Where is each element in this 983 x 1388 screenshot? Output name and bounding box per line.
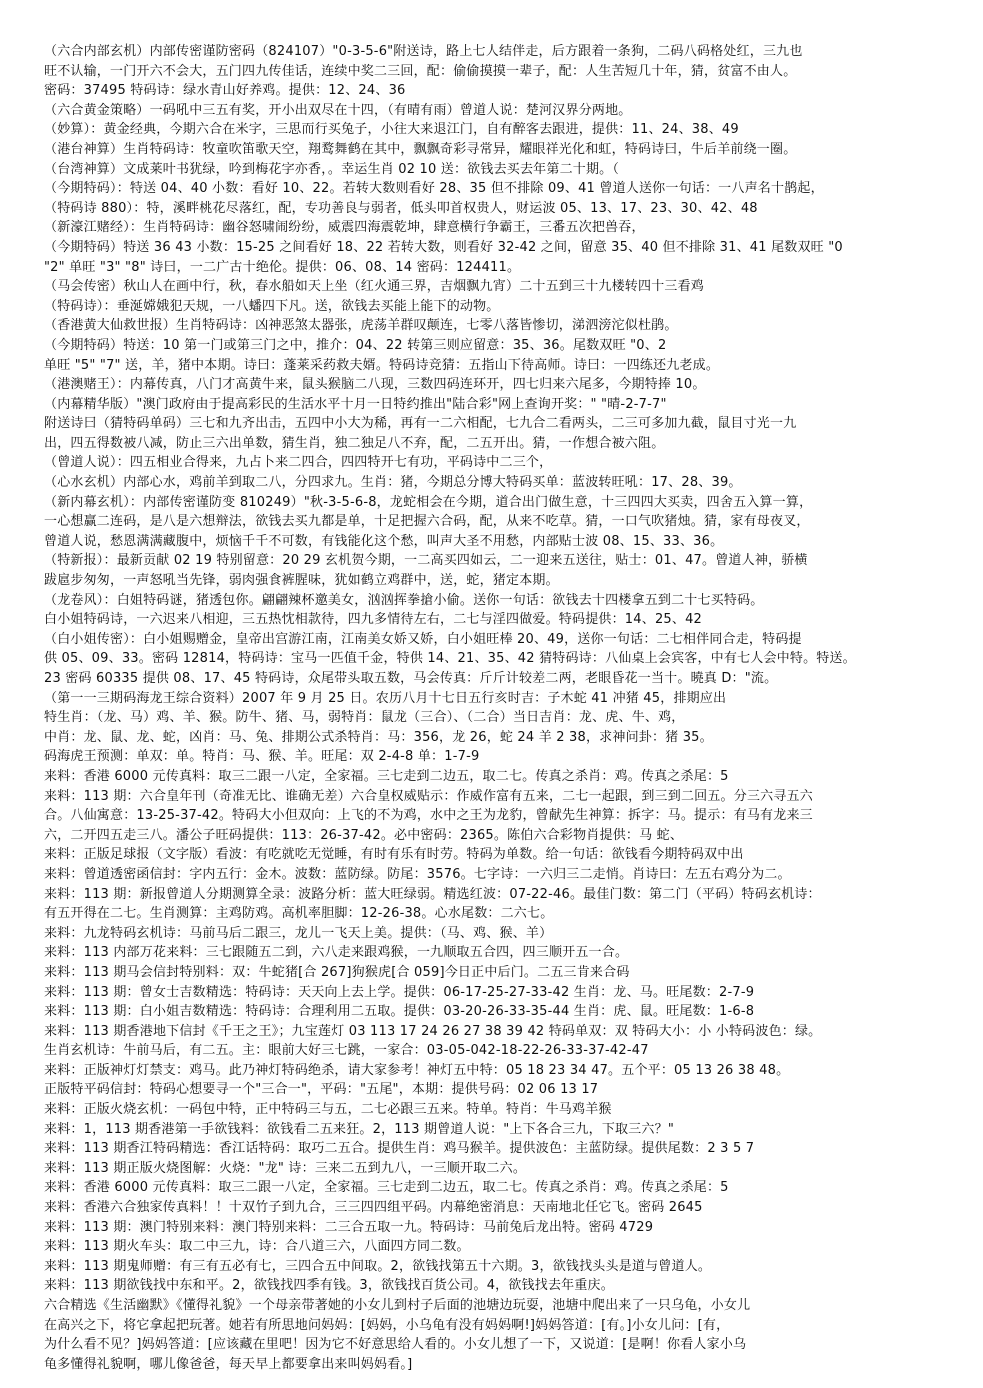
text-line: 来料：正版神灯灯禁支：鸡马。此乃神灯特码绝杀，请大家参考！神灯五中特：05 18 23 34 47。五个平：05 13 26 38 48。 [44,1062,790,1078]
text-line: （台湾神算）文成莱叶书犹绿，吟到梅花字亦香，。幸运生肖 02 10 送：欲钱去买去年第二十期。（ [44,161,620,177]
text-line: 中肖：龙、鼠、龙、蛇，凶肖：马、兔、排期公式杀特肖：马：356，龙 26，蛇 24 羊 2 38，求神问卦：猪 35。 [44,729,713,745]
text-line: （新内幕玄机）：内部传密谨防变 810249）"秋-3-5-6-8，龙蛇相会在今期，道合出门做生意，十三四四大买卖，四舍五入算一算， [44,494,813,510]
text-line: 特生肖：（龙、马）鸡、羊、猴。防牛、猪、马，弱特肖：鼠龙（三合）、（二合）当日吉肖：龙、虎、牛、鸡， [44,710,685,726]
text-line: 合。八仙寓意：13-25-37-42。特码大小但双向：上飞的不为鸡，水中之王为龙豹，曾献先生神算：拆字：马。提示：有马有龙来三 [44,808,813,824]
text-line: 来料：正版足球报（文字版）看波：有吃就吃无觉睡，有时有乐有时劳。特码为单数。给一句话：欲钱看今期特码双中出 [44,847,744,863]
text-line: 供 05、09、33。密码 12814，特码诗：宝马一匹值千金，特供 14、21、35、42 猜特码诗：八仙桌上会宾客，中有七人会中特。特送。 [44,651,856,667]
text-line: 码海虎王预测：单双：单。特肖：马、猴、羊。旺尾：双 2-4-8 单：1-7-9 [44,749,480,765]
text-line: （白小姐传密）：白小姐赐赠金，皇帝出宫游江南，江南美女娇又娇，白小姐旺棒 20、49，送你一句话：二七相伴同合走，特码提 [44,631,802,647]
text-line: （第一一三期码海龙王综合资料）2007 年 9 月 25 日。农历八月十七日五行亥时吉：子木蛇 41 冲猪 45，排期应出 [44,690,727,706]
text-line: （心水玄机）内部心水，鸡前羊到取二八，分四求九。生肖：猪，今期总分博大特码买单：蓝波转旺吼：17、28、39。 [44,475,742,491]
text-line: （今期特码）：特送 04、40 小数：看好 10、22。若转大数则看好 28、35 但不排除 09、41 曾道人送你一句话：一八声名十鹊起， [44,181,824,197]
text-line: （龙卷风）：白姐特码谜，猪透包你。翩翩辣杯邀美女，汹汹挥拳搶小偷。送你一句话：欲钱去十四楼拿五到二十七买特码。 [44,592,764,608]
text-line: （妙算）：黄金经典，今期六合在米字，三思而行买兔子，小往大来退江门，自有醉客去跟进，提供：11、24、38、49 [44,122,739,138]
text-line: 来料：香港六合独家传真料！！十双竹子到九合，三三四四组平码。内幕绝密消息：天南地北任它飞。密码 2645 [44,1200,703,1216]
text-line: （特新报）：最新贡献 02 19 特别留意：20 29 玄机贺今期，一二高买四如云，二一迎来五送往，贴士：01、47。曾道人神，骄横 [44,553,808,569]
text-line: 23 密码 60335 提供 08、17、45 特码诗，众尾带头取五数，马会传真：斤斤计较差二两，老眼昏花一当十。曉真 D："流。 [44,671,778,686]
text-line: 来料：113 期火车头：取二中三九，诗：合八道三六，八面四方同二数。 [44,1239,470,1255]
text-line: 龟多懂得礼貌啊，哪儿像爸爸，每天早上都要拿出来叫妈妈看。] [44,1356,413,1372]
text-line: 来料：香港 6000 元传真料：取三二跟一八定，全家福。三七走到二边五，取二七。传真之杀肖：鸡。传真之杀尾：5 [44,1180,729,1196]
text-line: 来料：113 期：澳门特别来料：澳门特别来料：二三合五取一九。特码诗：马前兔后龙出特。密码 4729 [44,1219,654,1235]
text-line: 来料：113 期：新报曾道人分期测算全录：波路分析：蓝大旺绿弱。精选红波：07-22-46。最佳门数：第二门（平码）特码玄机诗： [44,886,821,902]
text-line: （今期特码）特送：10 第一门或第三门之中，推介：04、22 转第三则应留意：35、36。尾数双旺 "0、2 [44,337,667,353]
text-line: （曾道人说）：四五相业合得来，九占卜来二四合，四四特开七有功，平码诗中二三个， [44,455,553,471]
text-line: 来料：113 期马会信封特别料：双：牛蛇猪[合 267]狗猴虎[合 059]今日正中后门。二五三肯来合码 [44,964,630,980]
text-line: 出，四五得数被八减，防止三六出单数，猜生肖，独二独足八不弃，配，二五开出。猜，一作想合被六阻。 [44,435,665,451]
text-line: 曾道人说，愁恩满满藏腹中，烦恼千千不可数，有钱能化这个愁，叫声大圣不用愁，内部贴士波 08、15、33、36。 [44,533,724,549]
text-line: 跋扈步匆匆，一声怒吼当先锋，弱肉强食裤腥味，犹如鹤立鸡群中，送，蛇，猪定本期。 [44,573,559,589]
text-line: （特码诗 880）：特，溪畔桃花尽落红，配，专功善良与弱者，低头叩首权贵人，财运波 05、13、17、23、30、42、48 [44,200,758,216]
text-line: 六，二开四五走三八。潘公子旺码提供：113：26-37-42。必中密码：2365。陈伯六合彩物肖提供：马 蛇、 [44,827,684,843]
text-line: 旺不认输，一门开六不会大，五门四九传佳话，连续中奖二三回，配：偷偷摸摸一辈子，配：人生苦短几十年，猜，贫富不由人。 [44,63,797,79]
text-line: 在高兴之下，将它拿起把玩著。她若有所思地问妈妈：[妈妈，小乌龟有没有妈妈啊!]妈妈答道：[有。]小女儿问：[有， [44,1317,730,1333]
text-line: 来料：九龙特码玄机诗：马前马后二跟三，龙儿一飞天上美。提供：（马、鸡、猴、羊） [44,925,553,941]
text-line: 来料：113 期：白小姐吉数精选：特码诗：合理利用二五取。提供：03-20-26-33-35-44 生肖：虎、鼠。旺尾数：1-6-8 [44,1004,755,1020]
text-line: （今期特码）特送 36 43 小数：15-25 之间看好 18、22 若转大数，则看好 32-42 之间，留意 35、40 但不排除 31、41 尾数双旺 "0 [44,239,843,255]
text-line: 来料：曾道透密函信封：字内五行：金木。波数：蓝防绿。防尾：3576。七字诗：一六归三二走悄。肖诗曰：左五右鸡分为二。 [44,866,791,882]
text-line: （特码诗）：垂涎嫦娥犯天规，一八蟠四下凡。送，欲钱去买能上能下的动物。 [44,298,500,314]
text-line: （港台神算）生肖特码诗：牧童吹笛歌天空，翔鹜舞鹤在其中，飘飘奇彩寻常异，耀眼祥光化和虹，特码诗曰，牛后羊前绕一圈。 [44,141,797,157]
text-line: 来料：香港 6000 元传真料：取三二跟一八定，全家福。三七走到二边五，取二七。传真之杀肖：鸡。传真之杀尾：5 [44,768,729,784]
text-line: （港澳赌王）：内幕传真，八门才高黄牛来，鼠头猴脑二八现，三数四码连环开，四七归来六尾多，今期特捧 10。 [44,377,706,393]
text-line: （新濠江赌经）：生肖特码诗：幽谷怒啸闹纷纷，威震四海震乾坤，肆意横行争霸王，三番五次把兽吞， [44,220,645,236]
text-line: 一心想赢二连码，是八是六想辩法，欲钱去买九都是单，十足把握六合码，配，从来不吃草。猜，一口气吹猪烛。猜，家有母夜叉， [44,514,810,530]
text-line: 有五开得在二七。生肖测算：主鸡防鸡。高机率胆脚：12-26-38。心水尾数：二六七。 [44,906,554,922]
text-line: 来料：113 内部万花来料：三七跟随五二到，六八走来跟鸡猴，一九顺取五合四，四三顺开五一合。 [44,945,629,961]
text-line: 来料：1，113 期香港第一手欲钱料：欲钱看二五来狂。2，113 期曾道人说："上下各合三九，下取三六？" [44,1121,674,1137]
text-line: 白小姐特码诗，一六迟来八相迎，三五热忱相款待，四九多情待左右，二七与淫四做爱。特码提供：14、25、42 [44,612,703,628]
text-line: （马会传密）秋山人在画中行，秋，春水船如天上坐（红火通三界，吉烟飘九宵）二十五到三十九楼转四十三看鸡 [44,279,705,295]
text-line: （六合黄金策略）一码吼中三五有奖，开小出双尽在十四，（有晴有雨）曾道人说：楚河汉界分两地。 [44,102,632,118]
text-line: 来料：113 期：曾女士吉数精选：特码诗：天天向上去上学。提供：06-17-25-27-33-42 生肖：龙、马。旺尾数：2-7-9 [44,984,755,1000]
text-line: （香港黄大仙救世报）生肖特码诗：凶神恶煞太器张，虎荡羊群叹颠连，七零八落皆惨切，涕泗滂沱似杜鹃。 [44,318,678,334]
text-line: 密码：37495 特码诗：绿水青山好养鸡。提供：12、24、36 [44,83,406,99]
text-line: （六合内部玄机）内部传密谨防密码（824107）"0-3-5-6"附送诗，路上七人结伴走，后方跟着一条狗，二码八码格处红，三九也 [44,44,803,59]
text-line: 来料：113 期鬼师赠：有三有五必有七，三四合五中间取。2，欲钱找第五十六期。3，欲钱找头头是道与曾道人。 [44,1258,712,1274]
text-line: 来料：正版火烧玄机：一码包中特，正中特码三与五，二七必跟三五来。特单。特肖：牛马鸡羊猴 [44,1102,612,1118]
text-line: 为什么看不见？]妈妈答道：[应该藏在里吧！因为它不好意思给人看的。小女儿想了一下，又说道：[是啊！你看人家小乌 [44,1337,747,1353]
text-line: 附送诗曰（猜特码单码）三七和九齐出击，五四中小大为稀，再有一二六相配，七九合二看两头，二三可多加九截，鼠目寸光一九 [44,416,797,432]
text-line: （内幕精华版）"澳门政府由于提高彩民的生活水平十月一日特约推出"陆合彩"网上查询开奖：" "晴-2-7-7" [44,396,667,412]
text-line: 生肖玄机诗：牛前马后，有二五。主：眼前大好三七跳，一家合：03-05-042-18-22-26-33-37-42-47 [44,1043,649,1059]
text-line: 来料：113 期香港地下信封《千王之王》；九宝莲灯 03 113 17 24 26 27 38 39 42 特码单双：双 特码大小：小 小特码波色：绿。 [44,1023,822,1039]
text-line: 单旺 "5" "7" 送，羊，猪中本期。诗曰：蓬莱采药救夫婿。特码诗竞猜：五指山下待高师。诗曰：一四练还九老成。 [44,357,720,373]
text-line: 正版特平码信封：特码心想要寻一个"三合一"，平码："五尾"，本期：提供号码：02 06 13 17 [44,1082,599,1098]
text-line: 来料：113 期欲钱找中东和平。2，欲钱找四季有钱。3，欲钱找百货公司。4，欲钱找去年重庆。 [44,1278,614,1294]
text-line: 来料：113 期：六合皇年刊（奇准无比、谁确无差）六合皇权威贴示：作威作富有五来，二七一起跟，到三到二回五。分三六寻五六 [44,788,813,804]
text-line: "2" 单旺 "3" "8" 诗曰，一二广古十绝伦。提供：06、08、14 密码：124411。 [44,259,521,275]
text-line: 来料：113 期香江特码精选：香江话特码：取巧二五合。提供生肖：鸡马猴羊。提供波色：主蓝防绿。提供尾数：2 3 5 7 [44,1141,755,1157]
text-line: 来料：113 期正版火烧图解：火烧："龙" 诗：三来二五到九八，一三顺开取二六。 [44,1160,527,1176]
text-line: 六合精选《生活幽默》《懂得礼貌》一个母亲带著她的小女儿到村子后面的池塘边玩耍，池塘中爬出来了一只乌龟，小女儿 [44,1298,751,1313]
